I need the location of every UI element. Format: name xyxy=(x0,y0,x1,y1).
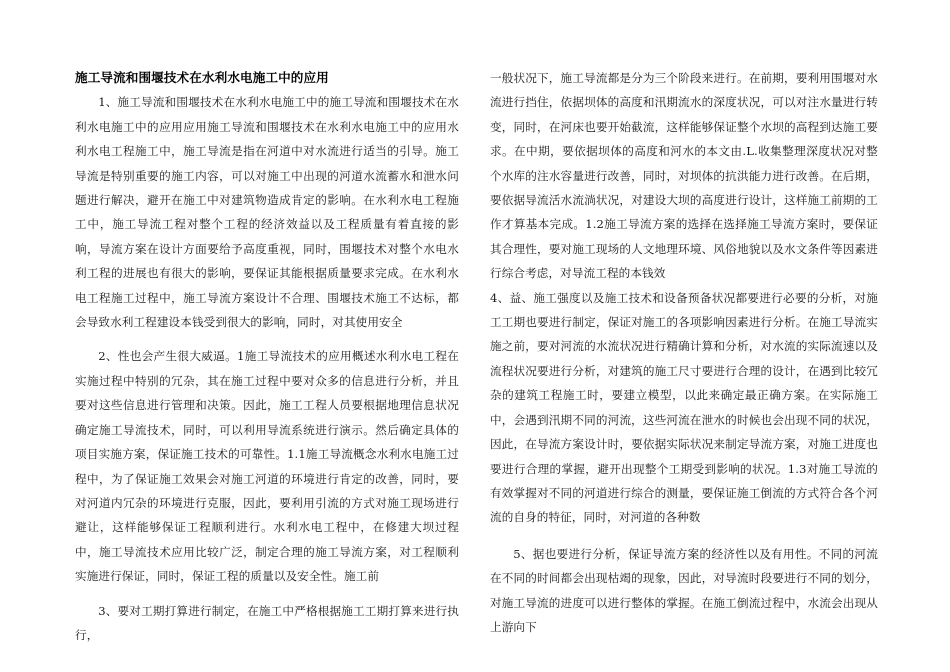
left-column xyxy=(75,66,459,647)
paragraph-3-continued: 一般状况下，施工导流都是分为三个阶段来进行。在前期，要利用围堰对水流进行挡住，依据坝体的高度和汛期流水的深度状况，可以对注水量进行转变，同时，在河床也要开始截流，这样能够保证整个水坝的高程到达施工要求。在中期，要依据坝体的高度和河水的本文由.L.收集整理深度状况对整个水库的注水容量进行改善，同时，对坝体的抗洪能力进行改善。在后期，要依据导流活水流淌状况，对建设大坝的高度进行设计，这样施工前期的工作才算基本完成。1.2施工导流方案的选择在选择施工导流方案时，要保证其合理性，要对施工现场的人文地理环境、风俗地貌以及水文条件等因素进行综合考虑，对导流工程的本钱效 xyxy=(490,71,878,281)
paragraph-1: 1、施工导流和围堰技术在水利水电施工中的施工导流和围堰技术在水利水电施工中的应用应用施工导流和围堰技术在水利水电施工中的应用水利水电工程施工中，施工导流是指在河道中对水流进行适当的引导。施工导流是特别重要的施工内容，可以对施工中出现的河道水流蓄水和泄水问题进行解决，避开在施工中对建筑物造成肯定的影响。在水利水电工程施工中，施工导流工程对整个工程的经济效益以及工程质量有着直接的影响，导流方案在设计方面要给予高度重视，同时，围堰技术对整个水电水利工程的进展也有很大的影响，要保证其能根据质量要求完成。在水利水电工程施工过程中，施工导流方案设计不合理、围堰技术施工不达标，都会导致水利工程建设本钱受到很大的影响，同时，对其使用安全 xyxy=(75,95,459,330)
paragraph-5: 5、据也要进行分析，保证导流方案的经济性以及有用性。不同的河流在不同的时间都会出现枯竭的现象，因此，对导流时段要进行不同的划分，对施工导流的进度可以进行整体的掌握。在施工倒流过程中，水流会出现从上游向下 xyxy=(490,546,878,634)
right-column xyxy=(490,66,878,639)
paragraph-3: 3、要对工期打算进行制定，在施工中严格根据施工工期打算来进行执行， xyxy=(75,603,459,642)
document-title: 施工导流和围堰技术在水利水电施工中的应用 xyxy=(75,70,329,85)
paragraph-2: 2、性也会产生很大威逼。1施工导流技术的应用概述水利水电工程在实施过程中特别的冗杂，其在施工过程中要对众多的信息进行分析，并且要对这些信息进行管理和决策。因此，施工工程人员要根据地理信息状况确定施工导流技术，同时，可以利用导流系统进行演示。然后确定具体的项目实施方案，保证施工技术的可靠性。1.1施工导流概念水利水电施工过程中，为了保证施工效果会对施工河道的环境进行肯定的改善，同时，要对河道内冗杂的环境进行克服，因此，要利用引流的方式对施工现场进行避让，这样能够保证工程顺利进行。水利水电工程中，在修建大坝过程中，施工导流技术应用比较广泛，制定合理的施工导流方案，对工程顺利实施进行保证，同时，保证工程的质量以及安全性。施工前 xyxy=(75,349,459,584)
paragraph-4: 4、益、施工强度以及施工技术和设备预备状况都要进行必要的分析，对施工工期也要进行制定，保证对施工的各项影响因素进行分析。在施工导流实施之前，要对河流的水流状况进行精确计算和分析，对水流的实际流速以及流程状况要进行分析，对建筑的施工尺寸要进行合理的设计，在遇到比较冗杂的建筑工程施工时，要建立模型，以此来确定最正确方案。在实际施工中，会遇到汛期不同的河流，这些河流在泄水的时候也会出现不同的状况，因此，在导流方案设计时，要依据实际状况来制定导流方案，对施工进度也要进行合理的掌握，避开出现整个工期受到影响的状况。1.3对施工导流的有效掌握对不同的河道进行综合的测量，要保证施工倒流的方式符合各个河流的自身的特征，同时，对河道的各种数 xyxy=(490,290,878,525)
